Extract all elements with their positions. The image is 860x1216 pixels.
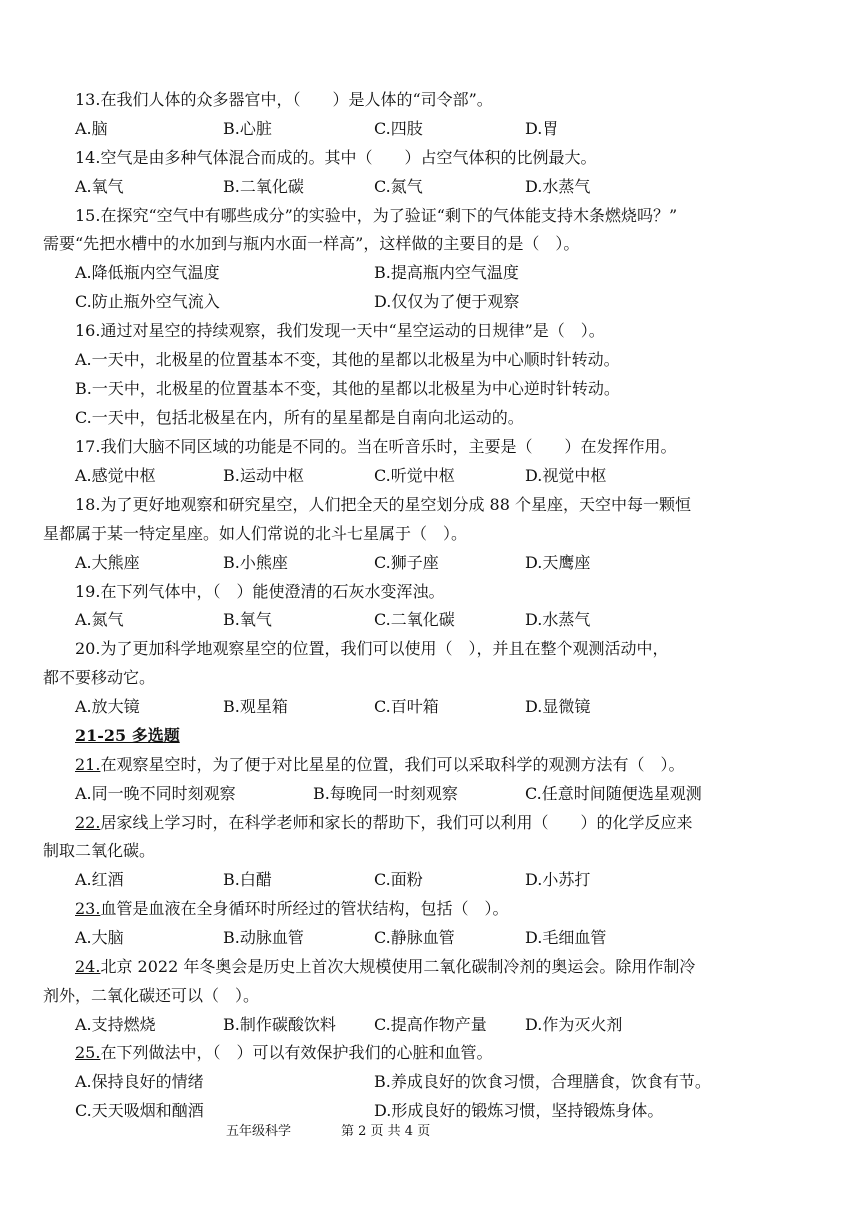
option-23d: D.毛细血管 <box>525 928 607 947</box>
option-14c: C.氮气 <box>374 177 423 196</box>
option-14a: A.氧气 <box>75 177 124 196</box>
question-16: 16.通过对星空的持续观察，我们发现一天中“星空运动的日规律”是（ ）。 <box>75 321 605 340</box>
option-17c: C.听觉中枢 <box>374 466 455 485</box>
option-13a: A.脑 <box>75 119 108 138</box>
option-16c: C.一天中，包括北极星在内，所有的星星都是自南向北运动的。 <box>75 408 524 427</box>
question-23 <box>75 899 508 919</box>
option-22d: D.小苏打 <box>525 870 591 889</box>
option-22c: C.面粉 <box>374 870 423 889</box>
option-24a: A.支持燃烧 <box>75 1015 156 1034</box>
option-17d: D.视觉中枢 <box>525 466 607 485</box>
section-title: 21-25 多选题 <box>75 726 180 745</box>
option-17b: B.运动中枢 <box>223 466 304 485</box>
option-20a: A.放大镜 <box>75 697 140 716</box>
option-15d: D.仅仅为了便于观察 <box>374 292 520 311</box>
question-text: 居家线上学习时，在科学老师和家长的帮助下，我们可以利用（ ）的化学反应来 <box>100 813 693 832</box>
question-22 <box>75 813 692 833</box>
option-15b: B.提高瓶内空气温度 <box>374 263 519 282</box>
question-20: 20.为了更加科学地观察星空的位置，我们可以使用（ ），并且在整个观测活动中， <box>75 639 669 658</box>
option-13b: B.心脏 <box>223 119 272 138</box>
option-22b: B.白醋 <box>223 870 272 889</box>
option-21c: C.任意时间随便选星观测 <box>525 784 702 803</box>
option-16a: A.一天中，北极星的位置基本不变，其他的星都以北极星为中心顺时针转动。 <box>75 350 620 369</box>
option-25c: C.天天吸烟和酗酒 <box>75 1101 204 1120</box>
option-17a: A.感觉中枢 <box>75 466 156 485</box>
question-24 <box>75 957 695 977</box>
option-25b: B.养成良好的饮食习惯，合理膳食，饮食有节。 <box>374 1072 711 1091</box>
option-19d: D.水蒸气 <box>525 610 591 629</box>
question-20-cont: 都不要移动它。 <box>43 668 156 687</box>
question-13: 13.在我们人体的众多器官中，（ ）是人体的“司令部”。 <box>75 90 493 109</box>
option-21a: A.同一晚不同时刻观察 <box>75 784 236 803</box>
option-20b: B.观星箱 <box>223 697 288 716</box>
question-text: 在观察星空时，为了便于对比星星的位置，我们可以采取科学的观测方法有（ ）。 <box>100 755 685 774</box>
option-22a: A.红酒 <box>75 870 124 889</box>
question-15: 15.在探究“空气中有哪些成分”的实验中，为了验证“剩下的气体能支持木条燃烧吗？” <box>75 206 678 225</box>
question-18: 18.为了更好地观察和研究星空，人们把全天的星空划分成 88 个星座，天空中每一颗恒 <box>75 495 691 514</box>
option-13c: C.四肢 <box>374 119 423 138</box>
question-21 <box>75 755 684 775</box>
option-15a: A.降低瓶内空气温度 <box>75 263 220 282</box>
option-13d: D.胃 <box>525 119 559 138</box>
option-25a: A.保持良好的情绪 <box>75 1072 204 1091</box>
option-18d: D.天鹰座 <box>525 553 591 572</box>
question-number: 21. <box>75 755 101 774</box>
option-20c: C.百叶箱 <box>374 697 439 716</box>
option-18a: A.大熊座 <box>75 553 140 572</box>
option-16b: B.一天中，北极星的位置基本不变，其他的星都以北极星为中心逆时针转动。 <box>75 379 620 398</box>
option-18c: C.狮子座 <box>374 553 439 572</box>
question-15-cont: 需要“先把水槽中的水加到与瓶内水面一样高”，这样做的主要目的是（ ）。 <box>43 234 580 253</box>
footer-subject: 五年级科学 <box>226 1124 292 1139</box>
question-25 <box>75 1043 492 1063</box>
option-23b: B.动脉血管 <box>223 928 304 947</box>
option-21b: B.每晚同一时刻观察 <box>313 784 458 803</box>
option-19b: B.氧气 <box>223 610 272 629</box>
option-24d: D.作为灭火剂 <box>525 1015 623 1034</box>
footer-page-number: 第 2 页 共 4 页 <box>341 1124 431 1139</box>
option-14b: B.二氧化碳 <box>223 177 304 196</box>
option-15c: C.防止瓶外空气流入 <box>75 292 220 311</box>
option-18b: B.小熊座 <box>223 553 288 572</box>
question-18-cont: 星都属于某一特定星座。如人们常说的北斗七星属于（ ）。 <box>43 524 468 543</box>
question-14: 14.空气是由多种气体混合而成的。其中（ ）占空气体积的比例最大。 <box>75 148 597 167</box>
option-25d: D.形成良好的锻炼习惯，坚持锻炼身体。 <box>374 1101 664 1120</box>
question-19: 19.在下列气体中，（ ）能使澄清的石灰水变浑浊。 <box>75 582 445 601</box>
question-22-cont: 制取二氧化碳。 <box>43 841 156 860</box>
option-14d: D.水蒸气 <box>525 177 591 196</box>
question-24-cont: 剂外，二氧化碳还可以（ ）。 <box>43 986 260 1005</box>
question-number: 23. <box>75 899 101 918</box>
option-19a: A.氮气 <box>75 610 124 629</box>
question-text: 北京 2022 年冬奥会是历史上首次大规模使用二氧化碳制冷剂的奥运会。除用作制冷 <box>100 957 696 976</box>
question-17: 17.我们大脑不同区域的功能是不同的。当在听音乐时，主要是（ ）在发挥作用。 <box>75 437 677 456</box>
option-19c: C.二氧化碳 <box>374 610 455 629</box>
question-text: 血管是血液在全身循环时所经过的管状结构，包括（ ）。 <box>100 899 509 918</box>
option-24c: C.提高作物产量 <box>374 1015 487 1034</box>
option-20d: D.显微镜 <box>525 697 591 716</box>
question-text: 在下列做法中，（ ）可以有效保护我们的心脏和血管。 <box>100 1043 493 1062</box>
question-number: 25. <box>75 1043 101 1062</box>
question-number: 22. <box>75 813 101 832</box>
option-23a: A.大脑 <box>75 928 124 947</box>
question-number: 24. <box>75 957 101 976</box>
option-23c: C.静脉血管 <box>374 928 455 947</box>
option-24b: B.制作碳酸饮料 <box>223 1015 336 1034</box>
